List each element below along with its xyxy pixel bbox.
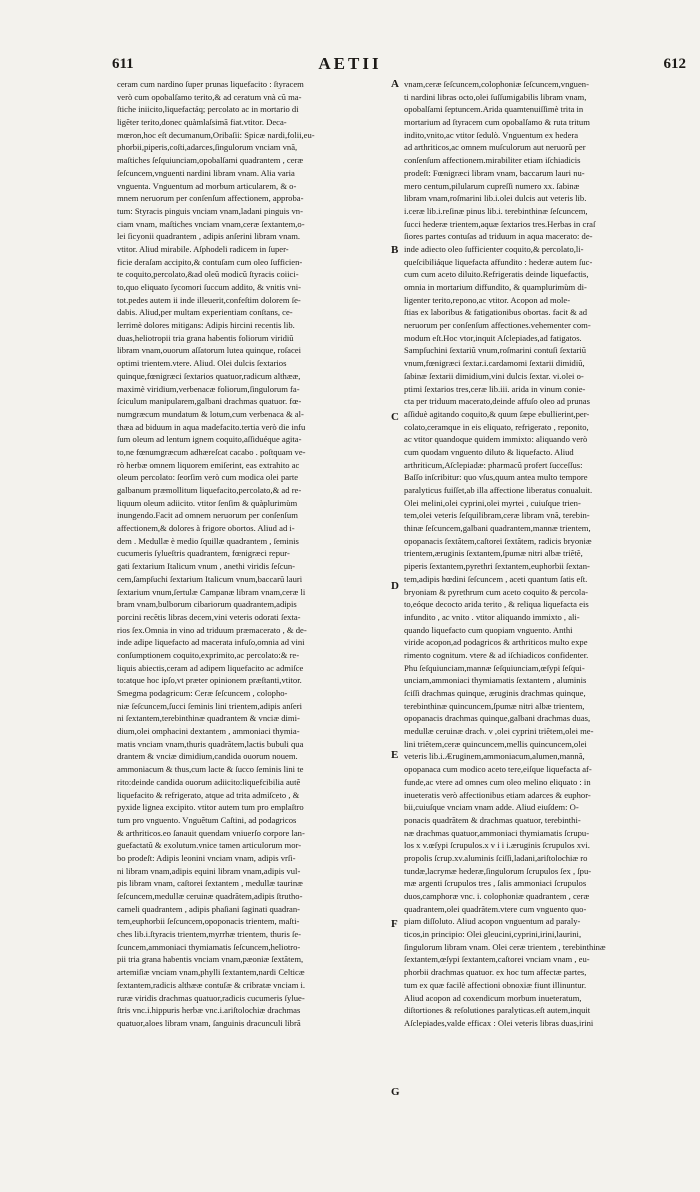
text-line: aſſiduè agitando coquito,& quum ſæpe ebullierint,per-: [404, 408, 590, 419]
text-line: ti nardini libras octo,olei ſuſſumigabilis libram vnam,: [404, 91, 587, 102]
text-line: inde adipe liquefacto ad macerata infuſo,omnia ad vini: [117, 637, 305, 648]
text-line: opopanacis drachmas quinque,galbani drachmas duas,: [404, 713, 591, 724]
text-line: medullæ ceruinæ drach. v ,olei cyprini triẽtem,olei me-: [404, 726, 594, 737]
text-line: liquum oleum adiicito. vtitor ſenſim & quàplurimùm: [117, 497, 298, 508]
text-line: i.ceræ lib.i.reſinæ pinus lib.i. terebinthinæ ſeſcuncem,: [404, 205, 588, 216]
text-line: cum quodam vnguento diluto & liquefacto. Aliud: [404, 446, 574, 457]
text-line: dabis. Aliud,per multam experientiam conſtans, ce-: [117, 307, 293, 318]
text-line: ad arthriticos,ac omnem muſculorum aut neruorũ per: [404, 142, 586, 153]
text-line: ſcuncem,ammoniaci thymiamatis ſeſcuncem,heliotro-: [117, 941, 301, 952]
text-line: ſabinæ ſextarii dimidium,vini dulcis ſextar. vi.olei o-: [404, 370, 584, 381]
text-line: Sampſuchini ſextariũ vnum,roſmarini contuſi ſextariũ: [404, 345, 587, 356]
left-text-column: [117, 78, 389, 1158]
text-line: gati ſextarium Italicum vnum , anethi viridis ſeſcun-: [117, 561, 296, 572]
text-line: pis libram vnam, caſtorei ſextantem , medullæ taurinæ: [117, 878, 303, 889]
text-line: inueteratis verò affectionibus etiam adarces & euphor-: [404, 789, 591, 800]
text-line: & arthriticos.eo ſanauit quendam vniuerſo corpore lan-: [117, 827, 305, 838]
text-line: lei ſicyonii quadrantem , adipis anſerini libram vnam.: [117, 231, 301, 242]
text-line: ammoniacum & thus,cum lacte & ſucco ſeminis lini te: [117, 764, 304, 775]
text-line: ticos,in principio: Olei gleucini,cyprini,irini,laurini,: [404, 929, 582, 940]
text-line: mero centum,pilularum cupreſſi numero xx. ſabinæ: [404, 180, 580, 191]
text-line: ligẽter terito,donec quàmlaſsimã fiat.vtitor. Deca-: [117, 117, 287, 128]
text-line: matis vnciam vnam,thuris quadrãtem,lactis bubuli qua: [117, 738, 304, 749]
text-line: ſingulorum libram vnam. Olei ceræ trientem , terebinthinæ: [404, 941, 606, 952]
text-line: ſiores partes contuſas ad triduum in aqua macerato: de-: [404, 231, 593, 242]
text-line: ſciculum manipularem,galbani drachmas quatuor. fœ-: [117, 396, 302, 407]
section-marker-d: D: [391, 580, 399, 592]
text-line: cameli quadrantem , adipis phaſiani ſaginati quadran-: [117, 903, 301, 914]
text-line: to:atque hoc ipſo,vt præter opinionem præſtanti,vtitor.: [117, 675, 302, 686]
text-line: prodeſt: Fœnigræci libram vnam, baccarum lauri nu-: [404, 167, 585, 178]
text-line: ſextantem,œſypi ſextantem,caſtorei vnciam vnam , eu-: [404, 954, 590, 965]
text-line: los x v.œſypi ſcrupulos.x v i i i.æruginis ſcrupulos xvi.: [404, 840, 590, 851]
text-line: porcini recẽtis libras decem,vini veteris odorati ſexta-: [117, 611, 301, 622]
text-line: ſum oleum ad lentum ignem coquito,aſſiduéque agita-: [117, 434, 302, 445]
text-line: rito:deinde candida ouorum adiicito:liquefcibilia autẽ: [117, 776, 301, 787]
text-line: ſtris vnc.i.hippuris herbæ vnc.i.ariſtolochiæ drachmas: [117, 1005, 301, 1016]
text-line: unciam,ammoniaci thymiamatis ſextantem , aluminis: [404, 675, 587, 686]
text-line: tundæ,lacrymæ hederæ,ſingulorum ſcrupulos ſex , ſpu-: [404, 865, 592, 876]
text-line: arthriticum,Aſclepiadæ: pharmacũ profert ſucceſſus:: [404, 459, 583, 470]
text-line: Olei melini,olei cyprini,olei myrtei , cuiuſque trien-: [404, 497, 581, 508]
text-line: quando liquefacto cum quopiam vnguento. Anthi: [404, 624, 573, 635]
text-line: terebinthinæ quincuncem,ſpumæ nitri albæ trientem,: [404, 700, 585, 711]
text-line: tum ex quæ facilè affectioni obnoxiæ fiunt illinuntur.: [404, 979, 587, 990]
text-line: mnem neruorum per conſenſum affectionem, approba-: [117, 193, 304, 204]
text-line: ſextantem,radicis althææ contuſæ & cribratæ vnciam i.: [117, 979, 306, 990]
text-line: libram vnam,ouorum aſſatorum lutea quinque, roſacei: [117, 345, 301, 356]
text-line: bo prodeſt: Adipis leonini vnciam vnam, adipis vrſi-: [117, 852, 296, 863]
section-marker-f: F: [391, 918, 398, 930]
text-line: ſtiche iniicito,liquefactáq; percolato ac in mortario di: [117, 104, 299, 115]
text-line: pii tria grana habentis vnciam vnam,pæoniæ ſextãtem,: [117, 954, 304, 965]
text-line: propolis ſcrup.xv.aluminis ſciſſi,ladani,ariſtolochiæ ro: [404, 852, 588, 863]
text-line: rimento cognitum. vtere & ad iſchiadicos confidenter.: [404, 649, 589, 660]
text-line: vnum,fœnigræci ſextar.i.cardamomi ſextarii dimidiũ,: [404, 358, 585, 369]
text-line: paralyticus fuiſſet,ab illa affectione liberatus conualuit.: [404, 485, 593, 495]
text-line: libram vnam,roſmarini lib.i.olei dulcis aut veteris lib.: [404, 193, 587, 204]
text-line: artemiſiæ vnciam vnam,phylli ſextantem,nardi Celticæ: [117, 967, 305, 978]
section-marker-a: A: [391, 78, 399, 90]
text-line: bii,cuiuſque vnciam vnam adde. Aliud eiuſdem: O-: [404, 802, 579, 813]
text-line: numgræcum mundatum & lotum,cum verbenaca & al-: [117, 408, 304, 419]
text-line: niæ ſeſcuncem,ſucci ſeminis lini trientem,adipis anſeri: [117, 700, 302, 711]
text-line: affectionem,& dolores à frigore obortos. Aliud ad i-: [117, 523, 295, 534]
text-line: næ drachmas quatuor,ammoniaci thymiamatis ſcrupu-: [404, 827, 590, 838]
text-line: thinæ ſeſcuncem,galbani quadrantem,mannæ trientem,: [404, 523, 591, 534]
text-line: duos,camphoræ vnc. i. colophoniæ quadrantem , ceræ: [404, 891, 590, 901]
text-line: ſeſcuncem,medullæ ceruinæ quadrãtem,adipis ſtrutho-: [117, 891, 303, 901]
text-line: bryoniam & pyrethrum cum aceto coquito & percola-: [404, 586, 588, 597]
text-line: ceram cum nardino ſuper prunas liquefacito : ſtyracem: [117, 79, 304, 89]
text-line: ciam vnam, maſtiches vnciam vnam,ceræ ſextantem,o-: [117, 218, 305, 229]
text-line: conſenſum affectionem.mirabiliter etiam iſchiadicis: [404, 155, 581, 166]
text-line: mæ argenti ſcrupulos tres , ſalis ammoniaci ſcrupulos: [404, 878, 587, 889]
text-line: opobalſami ſeptuncem.Arida quamtenuiſſimè trita in: [404, 104, 584, 115]
text-line: indito,vnito,ac vtitor ſedulò. Vnguentum ex hedera: [404, 129, 579, 140]
page-number-left: 611: [112, 56, 134, 72]
text-line: funde,ac vtere ad omnes cum oleo melino eliquato : in: [404, 776, 591, 787]
text-line: ſucci hederæ trientem,aquæ ſextarios tres.Herbas in craſ: [404, 218, 596, 229]
text-line: viride acopon,ad podagricos & arthriticos multo expe: [404, 637, 588, 648]
text-line: ſtias ex laboribus & fatigationibus obortas. facit & ad: [404, 307, 588, 318]
text-line: ruræ viridis drachmas quatuor,radicis cucumeris ſylue-: [117, 992, 305, 1003]
running-title: AETII: [318, 54, 382, 73]
text-line: Phu ſeſquiunciam,mannæ ſeſquiunciam,œſypi ſeſqui-: [404, 662, 585, 673]
text-line: ches lib.i.ſtyracis trientem,myrrhæ trientem, thuris ſe-: [117, 929, 302, 940]
text-line: opopanacis ſextãtem,caſtorei ſextãtem, radicis bryoniæ: [404, 535, 592, 546]
text-line: queſcibiliáque liquefacta affundito : hederæ autem ſuc-: [404, 256, 593, 267]
text-line: liquis abiectis,ceram ad adipem liquefacito ac admiſce: [117, 662, 304, 673]
text-line: quinque,fœnigræci ſextarios quatuor,radicum althææ,: [117, 370, 301, 381]
text-line: inungendo.Facit ad omnem neruorum per conſenſum: [117, 510, 298, 521]
text-line: cem,ſampſuchi ſextarium Italicum vnum,baccarũ lauri: [117, 573, 303, 584]
text-line: guefactatũ & exolutum.vnice tamen articulorum mor-: [117, 840, 302, 851]
section-marker-e: E: [391, 749, 399, 761]
text-line: optimi trientem.vtere. Aliud. Olei dulcis ſextarios: [117, 358, 287, 369]
text-line: vnguenta. Vnguentum ad morbum articularem, & o-: [117, 180, 297, 191]
text-line: to,ne fœnumgræcum adhæreſcat cacabo . poſtquam ve-: [117, 446, 306, 457]
text-line: quatuor,aloes libram vnam, ſanguinis dracunculi librã: [117, 1017, 301, 1028]
text-line: to,quo eliquato ſycomori ſuccum addito, & vnitis vni-: [117, 282, 302, 292]
text-line: maximè viridium,verbenacæ foliorum,ſingulorum fa-: [117, 383, 300, 394]
text-line: cucumeris ſylueſtris quadrantem, fœnigræci repur-: [117, 548, 290, 559]
text-line: ſciſſi drachmas quinque, æruginis drachmas quinque,: [404, 688, 586, 698]
text-line: piperis ſextantem,pyrethri ſextantem,euphorbii ſextan-: [404, 561, 590, 572]
text-line: tem,euphorbii ſeſcuncem,opoponacis trientem, maſti-: [117, 916, 300, 927]
text-line: phorbii drachmas quatuor. ex hoc tum affectæ partes,: [404, 967, 587, 978]
text-line: vnam,ceræ ſeſcuncem,colophoniæ ſeſcuncem,vnguen-: [404, 79, 589, 89]
text-line: maſtiches ſeſquiunciam,opobalſami quadrantem , ceræ: [117, 155, 304, 166]
text-line: mœron,hoc eſt decumanum,Oribaſii: Spicæ nardi,folii,eu-: [117, 129, 315, 140]
section-marker-g: G: [391, 1086, 400, 1098]
text-line: opopanaca cum modico aceto tere,eiſque liquefacta af-: [404, 764, 592, 775]
text-line: oleum percolato: ſeorſim verò cum modica olei parte: [117, 472, 299, 483]
text-line: tum: Styracis pinguis vnciam vnam,ladani pinguis vn-: [117, 205, 303, 216]
text-line: tot.pedes autem ii inde illeuerit,confeſtim dolorem ſe-: [117, 294, 301, 305]
page-number-right: 612: [663, 56, 686, 72]
text-line: pyxide lignea excipito. vtitor autem tum pro emplaſtro: [117, 802, 304, 813]
text-line: cta per triduum macerato,deinde affuſo oleo ad prunas: [404, 396, 590, 407]
text-line: quadrantem,olei quadrãtem.vtere cum vnguento quo-: [404, 903, 587, 914]
text-line: te coquito,percolato,&ad oleũ modicũ ſtyracis coiici-: [117, 269, 299, 280]
text-line: ni libram vnam,adipis equini libram vnam,adipis vul-: [117, 865, 301, 876]
text-line: ficie deraſam accipito,& contuſam cum oleo ſufficien-: [117, 256, 303, 267]
text-line: ligenter terito,repono,ac vtitor. Acopon ad mole-: [404, 294, 571, 305]
section-marker-c: C: [391, 411, 399, 423]
text-line: Baſſo inſcribitur: quo vſus,quum antea multo tempore: [404, 472, 588, 483]
text-line: liquefacito & refrigerato, atque ad trita admiſceto , &: [117, 789, 300, 800]
text-line: rios ſex.Omnia in vino ad triduum præmacerato , & de-: [117, 624, 307, 635]
text-line: phorbii,piperis,coſti,adarces,ſingulorum vnciam vnã,: [117, 142, 298, 153]
text-line: thæa ad biduum in aqua madefacito.tertia verò die infu: [117, 421, 306, 432]
text-line: diſtortiones & reſolutiones paralyticas.eſt autem,inquit: [404, 1005, 591, 1016]
text-line: dem . Medullæ è medio ſquillæ quadrantem , ſeminis: [117, 535, 299, 546]
text-line: colato,ceramque in eis eliquato, refrigerato , reponito,: [404, 421, 589, 432]
text-line: neruorum per conſenſum affectiones.vehementer com-: [404, 320, 591, 331]
text-line: ponacis quadrãtem & drachmas quatuor, terebinthi-: [404, 814, 581, 825]
text-line: drantem & vnciæ dimidium,candida ouorum nouem.: [117, 751, 298, 762]
text-line: conſumptionem coquito,exprimito,ac percolato:& re-: [117, 649, 300, 660]
text-line: lerrimè dolores mitigans: Adipis hircini recentis lib.: [117, 320, 295, 331]
text-line: tum pro vnguento. Vnguẽtum Caſtini, ad podagricos: [117, 814, 297, 825]
text-line: ni ſextantem,terebinthinæ quadrantem & vnciæ dimi-: [117, 713, 300, 724]
text-line: ſeſcuncem,vnguenti nardini libram vnam. Alia varia: [117, 167, 295, 178]
text-line: tem,adipis hœdini ſeſcuncem , aceti quantum ſatis eſt.: [404, 573, 588, 584]
text-line: vtitor. Aliud mirabile. Aſphodeli radicem in ſuper-: [117, 243, 289, 254]
text-line: ſextarium vnum,ſertulæ Campanæ libram vnam,ceræ li: [117, 586, 306, 597]
text-line: trientem,æruginis ſextantem,ſpumæ nitri albæ triẽtẽ,: [404, 548, 583, 559]
text-line: modum eſt.Hoc vtor,inquit Aſclepiades,ad fatigatos.: [404, 332, 582, 343]
text-line: Aliud acopon ad coxendicum morbum inueteratum,: [404, 992, 582, 1003]
right-text-column: [404, 78, 680, 1158]
text-line: cum cum aceto diluito.Refrigeratis deinde liquefactis,: [404, 269, 589, 280]
text-line: to,eóque decocto arida terito , & reliqua liquefacta eis: [404, 599, 589, 610]
text-line: piam diſſoluto. Aliud acopon vnguentum ad paraly-: [404, 916, 581, 927]
text-line: inde adiecto oleo ſufficienter coquito,& percolato,li-: [404, 243, 584, 254]
text-line: ptimi ſextarios tres,ceræ lib.iii. arida in vinum conie-: [404, 383, 586, 394]
text-line: omnia in mortarium diffundito, & quamplurimùm di-: [404, 282, 587, 292]
text-line: infundito , ac vnito . vtitor aliquando immixto , ali-: [404, 611, 580, 622]
text-line: Aſclepiades,valde efficax : Olei veteris libras duas,irini: [404, 1017, 594, 1028]
page-header: [0, 50, 700, 76]
text-line: bram vnam,bulborum cibariorum quadrantem,adipis: [117, 599, 297, 610]
text-line: galbanum præmollitum liquefacito,percolato,& ad re-: [117, 485, 302, 495]
text-line: veteris lib.i.Æruginem,ammoniacum,alumen,mannã,: [404, 751, 585, 762]
text-line: rò herbæ omnem liquorem emiſerint, eas extrahito ac: [117, 459, 300, 470]
text-line: dium,olei omphacini dextantem , ammoniaci thymia-: [117, 726, 300, 737]
section-marker-b: B: [391, 244, 399, 256]
text-line: duas,heliotropii tria grana habentis foliorum viridiũ: [117, 332, 294, 343]
text-line: lini triẽtem,ceræ quincuncem,mellis quincuncem,olei: [404, 738, 587, 749]
text-line: Smegma podagricum: Ceræ ſeſcuncem , colopho-: [117, 688, 288, 698]
text-line: tem,olei veteris ſeſquilibram,ceræ libram vnã, terebin-: [404, 510, 590, 521]
text-line: ac vtitor quandoque quidem immixto: aliquando verò: [404, 434, 588, 445]
text-line: verò cum opobalſamo terito,& ad ceratum vnà cũ ma-: [117, 91, 302, 102]
text-line: mortarium ad ſtyracem cum opobalſamo & ruta tritum: [404, 117, 590, 128]
